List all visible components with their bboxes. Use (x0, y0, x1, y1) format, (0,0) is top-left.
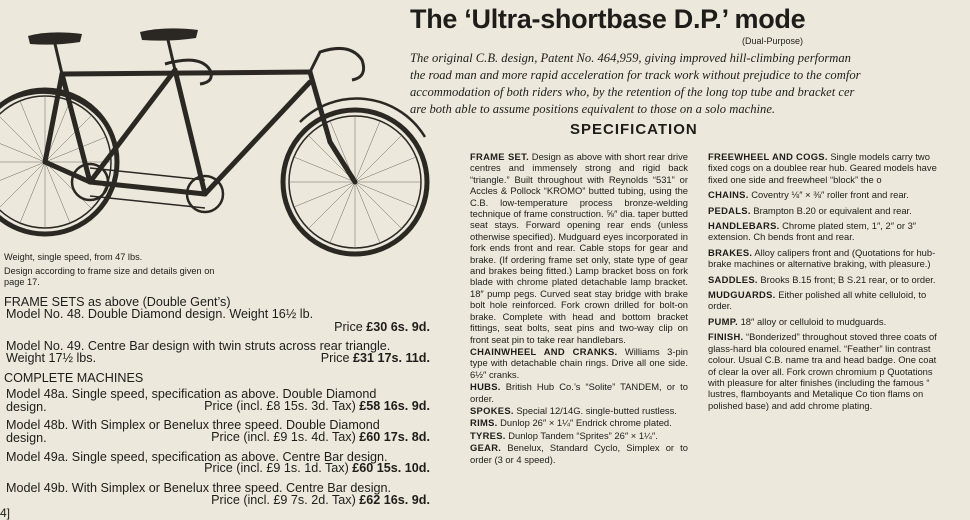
spec-finish: FINISH. “Bonderized” throughout stoved three coats of glass-hard bla coloured enamel. “Feather” lin contrast colour. Usual C.B. name tra and head badge. One coat of clear la over all. Fork crown chromium p Quotations with pleasure for alter finishes (including the famous “ lustres, flamboyants and Metalique Co tion flams on polished base) and add chrome plating. (708, 331, 937, 411)
spec-mudguards: MUDGUARDS. Either polished all white celluloid, to order. (708, 289, 927, 312)
page-title: The ‘Ultra-shortbase D.P.’ mode (410, 4, 806, 34)
intro-line: are both able to assume positions equivalent to those on a solo machine. (410, 102, 776, 116)
price-value: £60 17s. 8d. (359, 430, 430, 444)
price-value: £60 15s. 10d. (352, 461, 430, 475)
frame-model-48: Model No. 48. Double Diamond design. Weight 16½ lb. (6, 307, 314, 321)
spec-brakes: BRAKES. Alloy calipers front and (Quotations for hub-brake machines or alternative braking, with pleasure.) (708, 246, 936, 270)
spec-chainwheel: CHAINWHEEL AND CRANKS. Williams 3-pin type with detachable chain rings. Drive all one side. 6½″ cranks. (470, 345, 688, 380)
intro-line: The original C.B. design, Patent No. 464,959, giving improved hill-climbing performan (410, 51, 851, 65)
machine-48a-design: design. (6, 400, 47, 414)
spec-chains: CHAINS. Coventry ⅛″ × ⅜″ roller front and rear. (708, 189, 909, 201)
price-value: £30 6s. 9d. (366, 320, 430, 334)
price-label: Price (incl. £9 1s. 1d. Tax) (204, 461, 349, 475)
spec-saddles: SADDLES. Brooks B.15 front; B S.21 rear, or to order. (708, 273, 936, 285)
machine-49a-price-row (0, 461, 430, 475)
price-label: Price (incl. £8 15s. 3d. Tax) (204, 399, 356, 413)
spec-column-right (708, 151, 938, 415)
price-label: Price (334, 320, 363, 334)
spec-gear: GEAR. Benelux, Standard Cyclo, Simplex or to order (3 or 4 speed). (470, 442, 688, 465)
spec-tyres: TYRES. Dunlop Tandem “Sprites” 26″ × 1¼″. (470, 429, 658, 441)
specification-heading: SPECIFICATION (570, 121, 698, 138)
machine-48a: Model 48a. Single speed, specification as above. Double Diamond (6, 387, 377, 401)
machine-49b-price-row (0, 493, 430, 507)
spec-column-left (470, 151, 688, 466)
spec-hubs: HUBS. British Hub Co.’s “Solite” TANDEM, or to order. (470, 381, 688, 404)
spec-frame-set: FRAME SET. Design as above with short rear drive centres and immensely strong and rigid back “triangle.” Built throughout with Reynolds “531” or Accles & Pollock “KROMO” butted tubing, using the C.B. low-temperature process bronze-welding technique of frame construction. ⅝″ dia. taper butted seat stays. Forward opening rear ends (unless otherwise specified). Mudguard eyes incorporated in fork ends front and rear. Cable stops for gear and brake. (If ordering frame set only, state type of gear and brakes being fitted.) Lamp bracket boss on fork blade with chrome plated detachable lamp bracket. 18″ pump pegs. Curved seat stay bridge with brake bolt hole reinforced. Fork crown drilled for bolt-on brake. Complete with head and bottom bracket fittings, seat bolts, seat pins and two-way clip on front seat pin to take rear handlebars. (470, 151, 688, 345)
tandem-bicycle-illustration (0, 22, 450, 252)
frame-model-49-price-row (0, 351, 430, 365)
intro-line: the road man and more rapid acceleration for track work without prejudice to the comfor (410, 68, 861, 82)
machine-48b-design: design. (6, 431, 47, 445)
design-note: Design according to frame size and details given on (4, 266, 215, 276)
machine-49a: Model 49a. Single speed, specification as above. Centre Bar design. (6, 450, 388, 464)
spec-rims: RIMS. Dunlop 26″ × 1¼″ Endrick chrome plated. (470, 417, 672, 429)
price-value: £62 16s. 9d. (359, 493, 430, 507)
frame-model-48-price-row (0, 320, 430, 334)
price-label: Price (incl. £9 1s. 4d. Tax) (211, 430, 356, 444)
spec-spokes: SPOKES. Special 12/14G. single-butted rustless. (470, 404, 677, 416)
subtitle-dual-purpose: (Dual-Purpose) (742, 36, 804, 46)
spec-pedals: PEDALS. Brampton B.20 or equivalent and rear. (708, 204, 912, 216)
frame-sets-heading: FRAME SETS as above (Double Gent’s) (4, 295, 231, 309)
machine-48b: Model 48b. With Simplex or Benelux three speed. Double Diamond (6, 418, 380, 432)
design-note-page: page 17. (4, 277, 40, 287)
machine-48b-price-row (0, 430, 430, 444)
weight-note: Weight, single speed, from 47 lbs. (4, 252, 143, 262)
frame-model-49: Model No. 49. Centre Bar design with twin struts across rear triangle. (6, 339, 391, 353)
intro-line: accommodation of both riders who, by the retention of the long top tube and bracket cer (410, 85, 855, 99)
spec-handlebars: HANDLEBARS. Chrome plated stem, 1″, 2″ or 3″ extension. Ch bends front and rear. (708, 220, 917, 243)
price-label: Price (incl. £9 7s. 2d. Tax) (211, 493, 356, 507)
complete-machines-heading: COMPLETE MACHINES (4, 371, 144, 385)
spec-pump: PUMP. 18″ alloy or celluloid to mudguards. (708, 315, 887, 327)
intro-paragraph (410, 50, 970, 118)
price-value: £31 17s. 11d. (352, 351, 430, 365)
machine-48a-price-row (0, 399, 430, 413)
spec-freewheel: FREEWHEEL AND COGS. Single models carry two fixed cogs on a doublee rear hub. Geared models have fixed one side and freewheel “block” the o (708, 151, 937, 185)
price-label: Price (320, 351, 350, 365)
machine-49b: Model 49b. With Simplex or Benelux three speed. Centre Bar design. (6, 481, 392, 495)
price-value: £58 16s. 9d. (359, 399, 430, 413)
page-number: 4] (0, 506, 11, 520)
frame-model-49-weight: Weight 17½ lbs. (6, 351, 97, 365)
